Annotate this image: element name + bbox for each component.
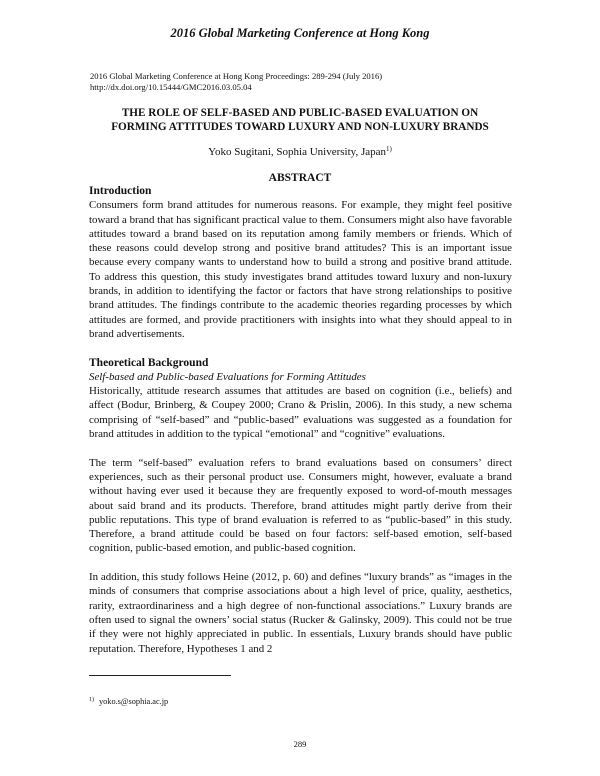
footnote-mark: 1) [89, 697, 94, 703]
proceedings-info [90, 71, 510, 93]
footnote-email[interactable]: yoko.s@sophia.ac.jp [99, 697, 169, 706]
paper-title [60, 106, 540, 134]
author-footnote-mark: 1) [386, 145, 392, 153]
background-heading: Theoretical Background [89, 356, 209, 369]
body-text [89, 184, 512, 656]
introduction-heading: Introduction [89, 185, 152, 197]
footnote-divider [89, 675, 231, 676]
running-head: 2016 Global Marketing Conference at Hong Kong [170, 26, 430, 40]
background-paragraph-3: In addition, this study follows Heine (2012, p. 60) and defines “luxury brands” as “images in the minds of consumers that comprise associations about a high level of price, quality, aesthetics, rarity, extraordinariness and a high degree of non-functional associations.” Luxury brands are often used to signal the owners’ social status (Rucker & Galinsky, 2009). This could not be true if they were not highly appreciated in public. In essentials, Luxury brands should have public reputation. Therefore, Hypotheses 1 and 2 [89, 571, 512, 655]
proceedings-citation: 2016 Global Marketing Conference at Hong Kong Proceedings: 289-294 (July 2016) [90, 71, 383, 81]
author-name: Yoko Sugitani, Sophia University, Japan [208, 146, 386, 158]
background-subheading: Self-based and Public-based Evaluations for Forming Attitudes [89, 370, 366, 383]
background-paragraph-1: Historically, attitude research assumes that attitudes are based on cognition (i.e., beliefs) and affect (Bodur, Brinberg, & Coupey 2000; Crano & Prislin, 2006). In this study, a new schema comprising of “self-based” and “public-based” evaluations was suggested as a foundation for brand attitudes in addition to the typical “emotional” and “cognitive” evaluations. [89, 385, 512, 441]
doi-link[interactable]: http://dx.doi.org/10.15444/GMC2016.03.05.04 [90, 82, 252, 92]
background-paragraph-2: The term “self-based” evaluation refers to brand evaluations based on consumers’ direct experiences, such as their personal product use. Consumers might, however, evaluate a brand without having ever used it because they are frequently exposed to word-of-mouth messages about said brand and its products. Therefore, brand attitudes might partly derive from their public reputations. This type of brand evaluation is referred to as “public-based” in this study. Therefore, a brand attitude could be based on four factors: self-based emotion, self-based cognition, public-based emotion, and public-based cognition. [89, 456, 512, 555]
page-number: 289 [293, 739, 307, 749]
author-line [0, 145, 600, 158]
abstract-heading: ABSTRACT [268, 172, 332, 184]
title-line-2: FORMING ATTITUDES TOWARD LUXURY AND NON-LUXURY BRANDS [111, 121, 489, 133]
introduction-paragraph: Consumers form brand attitudes for numerous reasons. For example, they might feel positive toward a brand that has significant practical value to them. Consumers might also have favorable attitudes toward a brand based on its reputation among family members or friends. Which of these reasons could develop strong and positive brand attitudes? This is an important issue because every company wants to understand how to build a strong and positive brand attitude. To address this question, this study investigates brand attitudes toward luxury and non-luxury brands, in addition to identifying the factor or factors that have strong relationships to positive brand attitudes. The findings contribute to the academic theories regarding processes by which attitudes are formed, and provide practitioners with insights into what they should appeal to in brand advertisements. [89, 199, 512, 340]
footnote [89, 697, 168, 706]
title-line-1: THE ROLE OF SELF-BASED AND PUBLIC-BASED EVALUATION ON [121, 107, 479, 119]
